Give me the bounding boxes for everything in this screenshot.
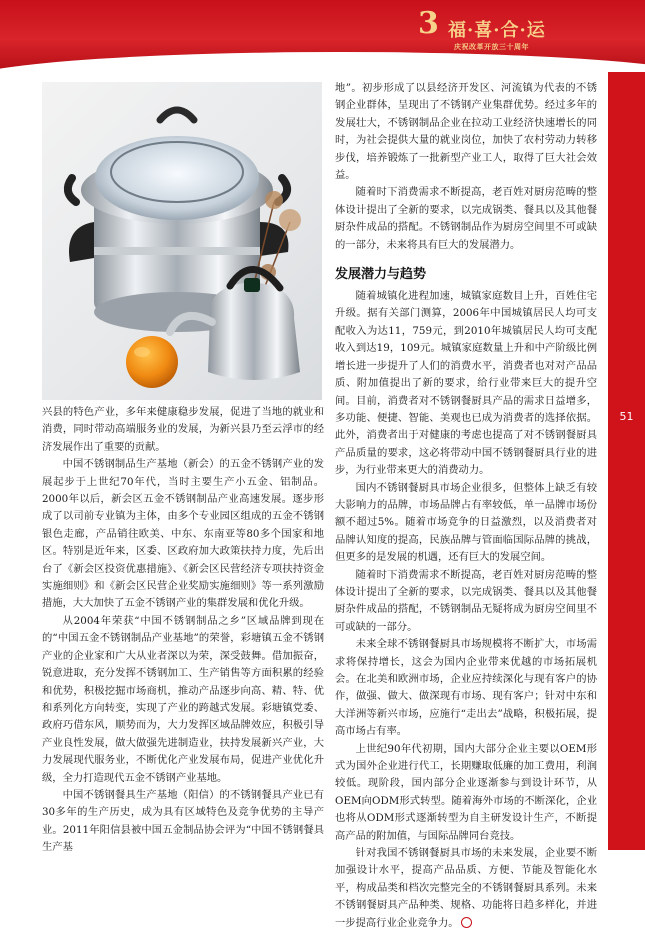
page-number: 51 [619, 410, 634, 423]
section-heading: 发展潜力与趋势 [335, 267, 427, 283]
left-paragraph-1: 兴县的特色产业，多年来健康稳步发展，促进了当地的就业和消费，同时带动高端服务业的发展，为新兴县乃至云浮市的经济发展作出了重要的贡献。 [42, 406, 324, 453]
lid-handle [160, 110, 194, 120]
section-paragraph-4: 未来全球不锈钢餐厨具市场规模将不断扩大，市场需求将保持增长，这会为国内企业带来优越的市场拓展机会。在北美和欧洲市场，企业应持续深化与现有客户的协作，做强、做大、做深现有市场、现有客户；针对中东和大洋洲等新兴市场，应施行“走出去”战略，积极拓展，提高市场占有率。 [335, 638, 597, 738]
left-paragraph-3: 从2004年荣获“中国不锈钢制品之乡”区域品牌到现在的“中国五金不锈钢制品产业基地”的荣誉，彩塘镇五金不锈钢产业的企业家和广大从业者深以为荣，深受鼓舞。借加振奋，锐意进取，充分发挥不锈钢加工、生产销售等方面积累的经验和优势，积极挖掘市场商机，推动产品逐步向高、精、特、优和系列化方向转变，实现了产业的跨越式发展。彩塘镇党委、政府巧借东风，顺势而为，大力发挥区域品牌效应，积极引导产业良性发展，做大做强先进制造业，扶持发展新兴产业，大力发展现代服务业，不断优化产业发展布局，促进产业优化升级，全力打造现代五金不锈钢产业基地。 [42, 614, 324, 784]
section-paragraph-3: 随着时下消费需求不断提高，老百姓对厨房范畴的整体设计提出了全新的要求，以完成锅类、餐具以及其他餐厨杂件成品的搭配，不锈钢制品无疑将成为厨房空间里不可或缺的一部分。 [335, 568, 597, 633]
right-paragraph-1: 地”。初步形成了以县经济开发区、河流镇为代表的不锈钢企业群体，呈现出了不锈钢产业集群优势。经过多年的发展壮大，不锈钢制品企业在拉动工业经济快速增长的同时，为社会提供大量的就业岗位，加快了农村劳动力转移步伐，培养锻炼了一批新型产业工人，取得了巨大社会效益。 [335, 82, 597, 182]
section-paragraph-6 [335, 845, 597, 932]
logo-number: 3 [418, 6, 439, 41]
pot-handle-left [69, 222, 94, 262]
glass-lid [95, 136, 259, 220]
left-paragraph-2: 中国不锈钢制品生产基地（新会）的五金不锈钢产业的发展起步于上世纪70年代，当时主要生产小五金、铝制品。2000年以后，新会区五金不锈钢制品产业高速发展。逐步形成了以司前专业镇为主体，由多个专业园区组成的五金不锈钢银色走廊，产品销往欧美、中东、东南亚等80多个国家和地区。特别是近年来，区委、区政府加大政策扶持力度，先后出台了《新会区投资优惠措施》、《新会区民营经济专项扶持资金实施细则》和《新会区民营企业奖励实施细则》等一系列激励措施，大大加快了五金不锈钢产业的集群发展和优化升级。 [42, 458, 324, 610]
right-paragraph-2: 随着时下消费需求不断提高，老百姓对厨房范畴的整体设计提出了全新的要求，以完成锅类、餐具以及其他餐厨杂件成品的搭配。不锈钢制品作为厨房空间里不可或缺的一部分，未来将具有巨大的发展潜力。 [335, 186, 597, 251]
section-paragraph-2: 国内不锈钢餐厨具市场企业很多，但整体上缺乏有较大影响力的品牌，市场品牌占有率较低，单一品牌市场份额不超过5%。随着市场竞争的日益激烈，以及消费者对品牌认知度的提高，民族品牌与管面临国际品牌的挑战，但更多的是发展的机遇，还有巨大的发展空间。 [335, 481, 597, 564]
left-paragraph-4: 中国不锈钢餐具生产基地（阳信）的不锈钢餐具产业已有30多年的生产历史，成为具有区域特色及竞争优势的主导产业。2011年阳信县被中国五金制品协会评为“中国不锈钢餐具生产基 [42, 788, 324, 854]
logo-text: 福·喜·合·运 [448, 20, 546, 41]
orange-fruit [126, 336, 178, 388]
kettle [208, 282, 300, 380]
left-text-column [42, 404, 324, 857]
cookware-photo [42, 82, 322, 400]
cookware-illustration [42, 82, 322, 400]
end-of-article-icon [461, 917, 472, 928]
logo-subtitle: 庆祝改革开放三十周年 [454, 42, 529, 51]
page-side-bar [608, 72, 645, 850]
final-paragraph-text: 针对我国不锈钢餐厨具市场的未来发展，企业要不断加强设计水平，提高产品品质、方便、节能及智能化水平，构成品类和档次完整完全的不锈钢餐厨具系列。未来不锈钢餐厨具产品种类、规格、功能将日趋多样化，并进一步提高行业企业竞争力。 [335, 847, 597, 929]
right-text-column [335, 80, 597, 932]
section-paragraph-1: 随着城镇化进程加速，城镇家庭数目上升，百姓住宅升级。据有关部门测算，2006年中国城镇居民人均可支配收入为达11，759元，到2010年城镇居民人均可支配收入到达19，109元。城镇家庭数量上升和中产阶级比例增长进一步提升了人们的消费水平，消费者也对对产品品质、附加值提出了新的要求，给行业带来巨大的提升空间。目前，消费者对不锈钢餐厨具产品的需求日益增多，多功能、便捷、智能、美观也已成为消费者的选择依据。此外，消费者出于对健康的考虑也提高了对不锈钢餐厨具产品质量的要求，这必将带动中国不锈钢餐厨具行业的进步，为行业带来更大的消费动力。 [335, 290, 597, 477]
header-banner [0, 0, 645, 72]
section-paragraph-5: 上世纪90年代初期，国内大部分企业主要以OEM形式为国外企业进行代工，长期赚取低廉的加工费用，利润较低。现阶段，国内部分企业逐渐参与到设计环节，从OEM向ODM形式转型。随着海外市场的不断深化，企业也将从ODM形式逐渐转型为自主研发设计生产，不断提高产品的附加值，与国际品牌同台竞技。 [335, 742, 597, 842]
